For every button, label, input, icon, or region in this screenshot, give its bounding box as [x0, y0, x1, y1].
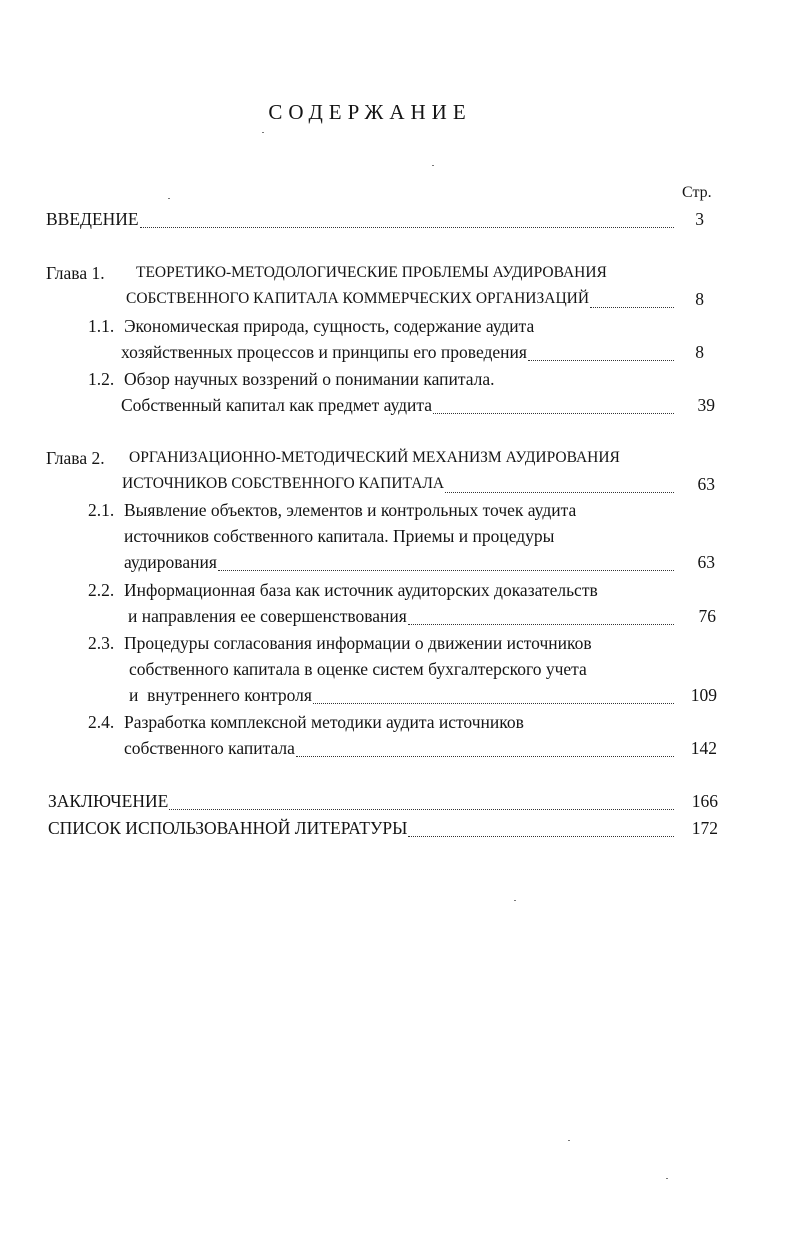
- leader-dots: [528, 346, 674, 361]
- section-2-4-line1[interactable]: Разработка комплексной методики аудита источников: [124, 712, 524, 732]
- toc-entry-2-1[interactable]: [124, 551, 678, 573]
- chapter1-label: Глава 1.: [46, 263, 105, 283]
- leader-dots: [433, 399, 674, 414]
- toc-entry-intro-title: ВВЕДЕНИЕ: [46, 209, 139, 229]
- leader-dots: [313, 689, 674, 704]
- toc-entry-2-4[interactable]: [124, 737, 678, 759]
- section-number: 2.4.: [88, 712, 115, 732]
- section-2-4-page: 142: [690, 738, 717, 758]
- scan-speck: [666, 1178, 668, 1179]
- section-1-2-line1[interactable]: Обзор научных воззрений о понимании капитала.: [124, 369, 495, 389]
- leader-dots: [169, 795, 674, 810]
- section-2-1-line3: аудирования: [124, 552, 217, 572]
- chapter1-page: 8: [695, 289, 704, 309]
- leader-dots: [296, 742, 674, 757]
- toc-entry-2-2[interactable]: [128, 605, 678, 627]
- leader-dots: [408, 822, 674, 837]
- chapter2-label: Глава 2.: [46, 448, 105, 468]
- toc-entry-1-2[interactable]: [121, 394, 678, 416]
- section-2-1-line1[interactable]: Выявление объектов, элементов и контрольных точек аудита: [124, 500, 577, 520]
- toc-entry-chapter2[interactable]: [122, 473, 678, 495]
- scan-speck: [432, 165, 434, 166]
- section-number: 2.1.: [88, 500, 115, 520]
- section-2-1-page: 63: [697, 552, 715, 572]
- leader-dots: [408, 610, 674, 625]
- toc-entry-chapter1[interactable]: [126, 288, 678, 310]
- section-2-2-line2: и направления ее совершенствования: [128, 606, 407, 626]
- section-1-1-line2: хозяйственных процессов и принципы его проведения: [121, 342, 527, 362]
- section-1-2-line2: Собственный капитал как предмет аудита: [121, 395, 433, 415]
- references-page: 172: [691, 818, 718, 838]
- scan-speck: [514, 900, 516, 901]
- section-2-3-line2[interactable]: собственного капитала в оценке систем бухгалтерского учета: [129, 659, 587, 679]
- leader-dots: [590, 293, 674, 308]
- section-2-2-line1[interactable]: Информационная база как источник аудиторских доказательств: [124, 580, 598, 600]
- section-1-2-page: 39: [697, 395, 715, 415]
- section-2-4-line2: собственного капитала: [124, 738, 295, 758]
- toc-entry-conclusion[interactable]: [48, 790, 678, 812]
- chapter2-title-line1[interactable]: ОРГАНИЗАЦИОННО-МЕТОДИЧЕСКИЙ МЕХАНИЗМ АУДИРОВАНИЯ: [129, 449, 620, 466]
- section-2-3-page: 109: [690, 685, 717, 705]
- section-number: 2.2.: [88, 580, 115, 600]
- chapter2-page: 63: [697, 474, 715, 494]
- section-2-3-line1[interactable]: Процедуры согласования информации о движении источников: [124, 633, 592, 653]
- section-number: 2.3.: [88, 633, 115, 653]
- section-number: 1.1.: [88, 316, 115, 336]
- leader-dots: [140, 213, 674, 228]
- section-2-3-line3: и внутреннего контроля: [129, 685, 312, 705]
- toc-entry-conclusion-title: ЗАКЛЮЧЕНИЕ: [48, 791, 169, 811]
- section-1-1-line1[interactable]: Экономическая природа, сущность, содержание аудита: [124, 316, 535, 336]
- chapter2-title-line2: ИСТОЧНИКОВ СОБСТВЕННОГО КАПИТАЛА: [122, 475, 445, 492]
- scan-speck: [262, 132, 264, 133]
- leader-dots: [218, 556, 674, 571]
- section-2-1-line2[interactable]: источников собственного капитала. Приемы и процедуры: [124, 526, 555, 546]
- page-column-label: Стр.: [682, 184, 712, 201]
- toc-entry-intro[interactable]: [46, 208, 678, 230]
- section-2-2-page: 76: [698, 606, 716, 626]
- scan-speck: [568, 1140, 570, 1141]
- leader-dots: [445, 478, 674, 493]
- toc-entry-1-1[interactable]: [121, 341, 678, 363]
- toc-entry-2-3[interactable]: [129, 684, 678, 706]
- toc-entry-references-title: СПИСОК ИСПОЛЬЗОВАННОЙ ЛИТЕРАТУРЫ: [48, 818, 408, 838]
- section-number: 1.2.: [88, 369, 115, 389]
- scan-speck: [168, 198, 170, 199]
- chapter1-title-line2: СОБСТВЕННОГО КАПИТАЛА КОММЕРЧЕСКИХ ОРГАНИЗАЦИЙ: [126, 290, 590, 307]
- toc-entry-references[interactable]: [48, 817, 678, 839]
- page-title: СОДЕРЖАНИЕ: [268, 100, 472, 124]
- toc-entry-intro-page: 3: [695, 209, 704, 229]
- chapter1-title-line1[interactable]: ТЕОРЕТИКО-МЕТОДОЛОГИЧЕСКИЕ ПРОБЛЕМЫ АУДИРОВАНИЯ: [136, 264, 607, 281]
- section-1-1-page: 8: [695, 342, 704, 362]
- conclusion-page: 166: [691, 791, 718, 811]
